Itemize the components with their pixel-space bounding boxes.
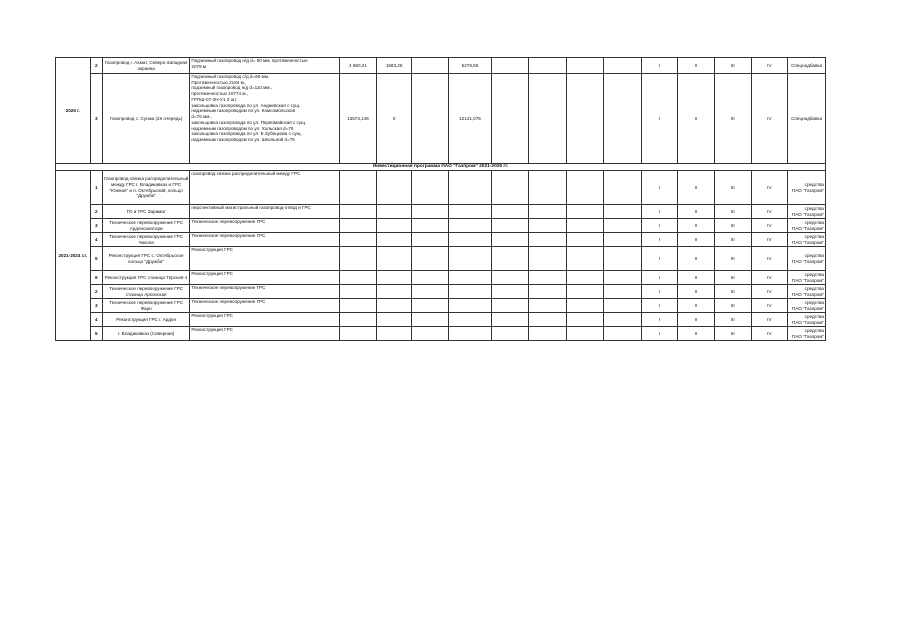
- phase-cell: III: [714, 247, 751, 271]
- row-number: 3: [90, 74, 102, 164]
- table-row: [56, 74, 826, 164]
- object-name: Газопровод г. Ахмат, Северо-Западная окраина: [102, 58, 190, 74]
- funding-source-line: ПАО "Газпром": [792, 305, 824, 311]
- object-description: [190, 205, 340, 219]
- funding-source-line: средства: [804, 181, 824, 187]
- description-line: 2076 м: [191, 63, 207, 69]
- object-description: [190, 233, 340, 247]
- empty-cell: [491, 74, 528, 164]
- empty-cell: [567, 247, 604, 271]
- funding-source-line: ПАО "Газпром": [792, 239, 824, 245]
- object-description: [190, 285, 340, 299]
- funding-source: [788, 233, 826, 247]
- description-line: Техническое перевооружение ГРС: [191, 233, 266, 238]
- table-row: [56, 299, 826, 313]
- funding-source-line: средства: [804, 219, 824, 225]
- phase-cell: III: [714, 171, 751, 205]
- phase-cell: I: [641, 271, 678, 285]
- row-number: 4: [90, 313, 102, 327]
- funding-source: Спецнадбавка: [788, 58, 826, 74]
- phase-cell: III: [714, 205, 751, 219]
- empty-cell: [603, 171, 641, 205]
- description-line: Реконструкция ГРС: [191, 247, 233, 252]
- empty-cell: [340, 285, 377, 299]
- funding-source-line: средства: [804, 313, 824, 319]
- empty-cell: [412, 74, 449, 164]
- object-name: ГО и ГРС Зарамаг: [102, 205, 190, 219]
- row-number: 5: [90, 247, 102, 271]
- section-header-row: [56, 164, 826, 171]
- empty-cell: [491, 247, 528, 271]
- object-description: [190, 219, 340, 233]
- object-description: [190, 313, 340, 327]
- object-name: Реконструкция ГРС с. Октябрьское кольцо "Дружба": [102, 247, 190, 271]
- empty-cell: [567, 171, 604, 205]
- empty-cell: [567, 299, 604, 313]
- object-name: Техническое перевооружение ГРС станица Архонская: [102, 285, 190, 299]
- empty-cell: [528, 58, 567, 74]
- phase-cell: III: [714, 271, 751, 285]
- object-name: Техническое перевооружение ГРС Чикола: [102, 233, 190, 247]
- phase-cell: II: [678, 285, 715, 299]
- empty-cell: [603, 205, 641, 219]
- phase-cell: I: [641, 205, 678, 219]
- table-row: [56, 327, 826, 341]
- description-line: закольцовка газопровода по ул. Первомайская с сущ.: [191, 119, 307, 125]
- description-line: надземным газопроводом по ул. Хольская d=76: [191, 125, 294, 131]
- empty-cell: [340, 205, 377, 219]
- empty-cell: [376, 271, 412, 285]
- empty-cell: [528, 171, 567, 205]
- empty-cell: [528, 247, 567, 271]
- value-cell: 1583,28: [376, 58, 412, 74]
- phase-cell: IV: [751, 271, 788, 285]
- value-cell: 13573,146: [340, 74, 377, 164]
- empty-cell: [412, 171, 449, 205]
- phase-cell: III: [714, 74, 751, 164]
- empty-cell: [412, 58, 449, 74]
- funding-source-line: ПАО "Газпром": [792, 333, 824, 339]
- empty-cell: [528, 299, 567, 313]
- empty-cell: [412, 219, 449, 233]
- empty-cell: [412, 313, 449, 327]
- description-line: надземным газопроводом по ул. Школьной d=76: [191, 137, 295, 143]
- empty-cell: [603, 233, 641, 247]
- phase-cell: I: [641, 313, 678, 327]
- value-cell: 12141,075: [449, 74, 492, 164]
- phase-cell: I: [641, 327, 678, 341]
- description-line: Техническое перевооружение ГРС: [191, 219, 266, 224]
- empty-cell: [491, 271, 528, 285]
- table-row: [56, 171, 826, 205]
- empty-cell: [449, 271, 492, 285]
- description-line: закольцовка газопровода по ул. Е.Зубецкова с сущ.: [191, 131, 302, 137]
- phase-cell: I: [641, 233, 678, 247]
- description-line: Техническое перевооружение ГРС: [191, 299, 266, 304]
- empty-cell: [340, 219, 377, 233]
- funding-source: [788, 247, 826, 271]
- empty-cell: [491, 171, 528, 205]
- phase-cell: I: [641, 171, 678, 205]
- table-row: [56, 205, 826, 219]
- empty-cell: [567, 233, 604, 247]
- phase-cell: II: [678, 205, 715, 219]
- empty-cell: [567, 205, 604, 219]
- funding-source-line: ПАО "Газпром": [792, 291, 824, 297]
- funding-source-line: средства: [804, 299, 824, 305]
- phase-cell: III: [714, 58, 751, 74]
- empty-cell: [449, 171, 492, 205]
- funding-source-line: средства: [804, 252, 824, 258]
- phase-cell: II: [678, 327, 715, 341]
- funding-source-line: средства: [804, 205, 824, 211]
- description-line: Протяженностью 2184 м.,: [191, 79, 247, 85]
- funding-source-line: средства: [804, 285, 824, 291]
- empty-cell: [449, 327, 492, 341]
- empty-cell: [491, 233, 528, 247]
- funding-source-line: ПАО "Газпром": [792, 258, 824, 264]
- empty-cell: [449, 285, 492, 299]
- empty-cell: [528, 205, 567, 219]
- description-line: Реконструкция ГРС: [191, 271, 233, 276]
- phase-cell: IV: [751, 219, 788, 233]
- table-row: [56, 247, 826, 271]
- funding-source: [788, 219, 826, 233]
- empty-cell: [412, 271, 449, 285]
- empty-cell: [491, 299, 528, 313]
- value-cell: 0: [376, 74, 412, 164]
- description-line: газопровод-связка распределительный между ГРС: [191, 171, 301, 176]
- phase-cell: IV: [751, 247, 788, 271]
- empty-cell: [449, 299, 492, 313]
- object-description: [190, 271, 340, 285]
- empty-cell: [340, 299, 377, 313]
- empty-cell: [603, 247, 641, 271]
- funding-source: [788, 299, 826, 313]
- phase-cell: IV: [751, 233, 788, 247]
- object-description: [190, 74, 340, 164]
- empty-cell: [491, 219, 528, 233]
- description-line: ГРПШ-07-2Н-У1 3 шт.: [191, 96, 238, 102]
- phase-cell: IV: [751, 327, 788, 341]
- phase-cell: IV: [751, 285, 788, 299]
- empty-cell: [491, 313, 528, 327]
- object-name: Газопровод с. Сунжа (2я очередь): [102, 74, 190, 164]
- description-line: надземным газопроводом по ул. Комсомольская: [191, 108, 296, 114]
- empty-cell: [449, 233, 492, 247]
- empty-cell: [376, 313, 412, 327]
- row-number: 2: [90, 205, 102, 219]
- phase-cell: I: [641, 247, 678, 271]
- empty-cell: [340, 271, 377, 285]
- phase-cell: IV: [751, 171, 788, 205]
- funding-source-line: ПАО "Газпром": [792, 225, 824, 231]
- empty-cell: [567, 313, 604, 327]
- table-row: [56, 285, 826, 299]
- phase-cell: II: [678, 74, 715, 164]
- row-number: 4: [90, 233, 102, 247]
- description-line: Реконструкция ГРС: [191, 313, 233, 318]
- empty-cell: [449, 205, 492, 219]
- phase-cell: IV: [751, 205, 788, 219]
- phase-cell: III: [714, 327, 751, 341]
- year-cell: 2021-2024 г.г.: [56, 171, 91, 341]
- empty-cell: [528, 285, 567, 299]
- value-cell: 4 860,21: [340, 58, 377, 74]
- funding-source: [788, 313, 826, 327]
- funding-source: [788, 205, 826, 219]
- empty-cell: [603, 327, 641, 341]
- empty-cell: [603, 219, 641, 233]
- empty-cell: [567, 219, 604, 233]
- description-line: подземный газопровод н/д d=110 мм.,: [191, 85, 273, 91]
- phase-cell: IV: [751, 58, 788, 74]
- description-line: Техническое перевооружение ГРС: [191, 285, 266, 290]
- row-number: 3: [90, 299, 102, 313]
- description-line: Подземный газопровод н/д d= 90 мм, протяженностью: [191, 58, 308, 63]
- funding-source-line: ПАО "Газпром": [792, 211, 824, 217]
- object-name: Реконструкция ГРС г. Ардон: [102, 313, 190, 327]
- object-name: Техническое перевооружение ГРС Ардонсанатори: [102, 219, 190, 233]
- empty-cell: [340, 327, 377, 341]
- empty-cell: [567, 327, 604, 341]
- funding-source-line: средства: [804, 271, 824, 277]
- empty-cell: [567, 285, 604, 299]
- table-row: [56, 271, 826, 285]
- empty-cell: [603, 271, 641, 285]
- empty-cell: [376, 171, 412, 205]
- row-number: 1: [90, 171, 102, 205]
- table-row: [56, 219, 826, 233]
- empty-cell: [528, 219, 567, 233]
- funding-source: Спецнадбавка: [788, 74, 826, 164]
- year-cell: 2026 г.: [56, 58, 91, 164]
- empty-cell: [412, 247, 449, 271]
- empty-cell: [603, 58, 641, 74]
- object-name: Техническое перевооружение ГРС Фарн: [102, 299, 190, 313]
- funding-source: [788, 271, 826, 285]
- empty-cell: [491, 58, 528, 74]
- phase-cell: IV: [751, 74, 788, 164]
- phase-cell: II: [678, 171, 715, 205]
- section-title: Инвестиционная программа ПАО "Газпром" 2021-2025 гг.: [56, 164, 826, 171]
- empty-cell: [491, 285, 528, 299]
- phase-cell: II: [678, 233, 715, 247]
- empty-cell: [449, 219, 492, 233]
- empty-cell: [412, 205, 449, 219]
- empty-cell: [340, 171, 377, 205]
- empty-cell: [340, 233, 377, 247]
- empty-cell: [567, 74, 604, 164]
- empty-cell: [449, 247, 492, 271]
- phase-cell: III: [714, 285, 751, 299]
- funding-source-line: средства: [804, 233, 824, 239]
- phase-cell: III: [714, 219, 751, 233]
- funding-source-line: ПАО "Газпром": [792, 187, 824, 193]
- empty-cell: [528, 271, 567, 285]
- phase-cell: II: [678, 271, 715, 285]
- object-description: [190, 171, 340, 205]
- description-line: d=76 мм.,: [191, 114, 212, 120]
- empty-cell: [376, 285, 412, 299]
- empty-cell: [412, 327, 449, 341]
- phase-cell: I: [641, 285, 678, 299]
- funding-source-line: ПАО "Газпром": [792, 319, 824, 325]
- empty-cell: [491, 205, 528, 219]
- description-line: закольцовка газопровода по ул. Андиевская с сущ.: [191, 102, 301, 108]
- object-description: [190, 299, 340, 313]
- empty-cell: [376, 205, 412, 219]
- description-line: протяженностью 10774 м.,: [191, 91, 249, 97]
- table-row: [56, 313, 826, 327]
- row-number: 3: [90, 219, 102, 233]
- empty-cell: [528, 74, 567, 164]
- funding-source: [788, 327, 826, 341]
- empty-cell: [340, 247, 377, 271]
- empty-cell: [376, 233, 412, 247]
- phase-cell: III: [714, 313, 751, 327]
- row-number: 5: [90, 327, 102, 341]
- investment-table: [55, 57, 826, 341]
- phase-cell: II: [678, 247, 715, 271]
- empty-cell: [528, 233, 567, 247]
- empty-cell: [567, 271, 604, 285]
- row-number: 6: [90, 271, 102, 285]
- funding-source-line: ПАО "Газпром": [792, 277, 824, 283]
- table-row: [56, 233, 826, 247]
- empty-cell: [603, 285, 641, 299]
- empty-cell: [412, 233, 449, 247]
- empty-cell: [376, 327, 412, 341]
- phase-cell: III: [714, 233, 751, 247]
- empty-cell: [340, 313, 377, 327]
- empty-cell: [412, 285, 449, 299]
- empty-cell: [376, 247, 412, 271]
- row-number: 2: [90, 285, 102, 299]
- object-description: [190, 327, 340, 341]
- object-description: [190, 58, 340, 74]
- phase-cell: I: [641, 219, 678, 233]
- object-description: [190, 247, 340, 271]
- description-line: Реконструкция ГРС: [191, 327, 233, 332]
- object-name: г. Владикавказ (Северная): [102, 327, 190, 341]
- phase-cell: I: [641, 74, 678, 164]
- empty-cell: [491, 327, 528, 341]
- object-name: Реконструкция ГРС станица Терская-1: [102, 271, 190, 285]
- empty-cell: [603, 74, 641, 164]
- phase-cell: IV: [751, 299, 788, 313]
- phase-cell: II: [678, 299, 715, 313]
- empty-cell: [376, 219, 412, 233]
- empty-cell: [567, 58, 604, 74]
- phase-cell: II: [678, 313, 715, 327]
- funding-source-line: средства: [804, 327, 824, 333]
- empty-cell: [528, 313, 567, 327]
- phase-cell: II: [678, 58, 715, 74]
- empty-cell: [528, 327, 567, 341]
- value-cell: 5278,56: [449, 58, 492, 74]
- table-row: [56, 58, 826, 74]
- row-number: 2: [90, 58, 102, 74]
- funding-source: [788, 285, 826, 299]
- phase-cell: III: [714, 299, 751, 313]
- description-line: Подземный газопровод с/д d=90 мм.: [191, 74, 270, 79]
- empty-cell: [603, 313, 641, 327]
- empty-cell: [449, 313, 492, 327]
- phase-cell: II: [678, 219, 715, 233]
- phase-cell: I: [641, 299, 678, 313]
- object-name: Газопровод-связка распределительный между ГРС г. Владикавказ и ГРС "Южная" и п. Октябрьский, кольцо "Дружба": [102, 171, 190, 205]
- funding-source: [788, 171, 826, 205]
- empty-cell: [412, 299, 449, 313]
- empty-cell: [603, 299, 641, 313]
- empty-cell: [376, 299, 412, 313]
- phase-cell: IV: [751, 313, 788, 327]
- description-line: перспективный магистральный газопровод-отвод и ГРС: [191, 205, 311, 210]
- phase-cell: I: [641, 58, 678, 74]
